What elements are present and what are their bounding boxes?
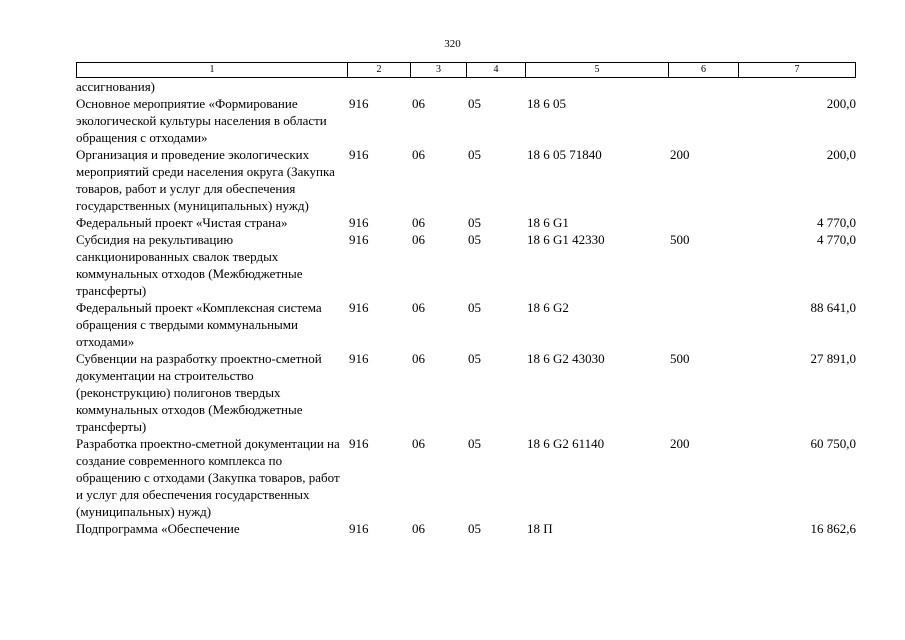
row-csr: 18 6 G1 — [527, 215, 569, 230]
row-ved: 916 — [349, 215, 369, 230]
header-col-7: 7 — [794, 64, 800, 75]
row-name: Организация и проведение экологических мероприятий среди населения округа (Закупка товаров, работ и услуг для обеспечения государственных (муниципальных) нужд) — [76, 147, 335, 213]
row-vr: 200 — [670, 436, 690, 451]
table-row — [76, 214, 856, 231]
row-pr: 05 — [468, 300, 481, 315]
row-rz: 06 — [412, 351, 425, 366]
row-sum: 88 641,0 — [810, 300, 856, 315]
row-rz: 06 — [412, 215, 425, 230]
table-row — [76, 520, 856, 537]
row-vr: 200 — [670, 147, 690, 162]
budget-table-body — [76, 78, 856, 537]
row-pr: 05 — [468, 215, 481, 230]
row-ved: 916 — [349, 436, 369, 451]
header-col-6: 6 — [669, 63, 739, 77]
row-ved: 916 — [349, 351, 369, 366]
row-pr: 05 — [468, 147, 481, 162]
table-row — [76, 231, 856, 299]
row-sum: 27 891,0 — [810, 351, 856, 366]
row-sum: 60 750,0 — [810, 436, 856, 451]
row-pr: 05 — [468, 351, 481, 366]
table-row — [76, 435, 856, 520]
row-csr: 18 6 05 — [527, 96, 566, 111]
table-header — [76, 62, 856, 78]
page-number: 320 — [444, 38, 461, 50]
row-sum: 16 862,6 — [810, 521, 856, 536]
row-name: Федеральный проект «Чистая страна» — [76, 215, 288, 230]
row-name: Федеральный проект «Комплексная система обращения с твердыми коммунальными отходами» — [76, 300, 322, 349]
table-row — [76, 299, 856, 350]
row-vr: 500 — [670, 351, 690, 366]
row-name: Основное мероприятие «Формирование экологической культуры населения в области обращения с отходами» — [76, 96, 327, 145]
row-csr: 18 6 05 71840 — [527, 147, 602, 162]
row-ved: 916 — [349, 300, 369, 315]
row-ved: 916 — [349, 147, 369, 162]
row-ved: 916 — [349, 232, 369, 247]
row-rz: 06 — [412, 96, 425, 111]
row-pr: 05 — [468, 96, 481, 111]
row-name: Подпрограмма «Обеспечение — [76, 521, 240, 536]
row-csr: 18 6 G1 42330 — [527, 232, 605, 247]
row-rz: 06 — [412, 232, 425, 247]
row-pr: 05 — [468, 436, 481, 451]
row-sum: 200,0 — [826, 147, 856, 162]
row-sum: 4 770,0 — [817, 232, 856, 247]
header-col-1: 1 — [77, 63, 348, 77]
row-name: Субвенции на разработку проектно-сметной документации на строительство (реконструкцию) полигонов твердых коммунальных отходов (Межбюджетные трансферты) — [76, 351, 322, 434]
row-rz: 06 — [412, 147, 425, 162]
row-csr: 18 6 G2 43030 — [527, 351, 605, 366]
row-ved: 916 — [349, 521, 369, 536]
row-rz: 06 — [412, 521, 425, 536]
row-ved: 916 — [349, 96, 369, 111]
row-rz: 06 — [412, 436, 425, 451]
header-col-2: 2 — [348, 63, 411, 77]
row-csr: 18 П — [527, 521, 553, 536]
header-col-4: 4 — [467, 63, 526, 77]
row-name: ассигнования) — [76, 79, 156, 94]
row-rz: 06 — [412, 300, 425, 315]
row-name: Разработка проектно-сметной документации на создание современного комплекса по обращению с отходами (Закупка товаров, работ и услуг для обеспечения государственных (муниципальных) нужд) — [76, 436, 340, 519]
row-sum: 4 770,0 — [817, 215, 856, 230]
row-sum: 200,0 — [826, 96, 856, 111]
row-csr: 18 6 G2 61140 — [527, 436, 605, 451]
table-row — [76, 350, 856, 435]
row-csr: 18 6 G2 — [527, 300, 569, 315]
header-col-3: 3 — [411, 63, 467, 77]
row-vr: 500 — [670, 232, 690, 247]
header-col-5: 5 — [526, 63, 669, 77]
table-row — [76, 95, 856, 146]
row-pr: 05 — [468, 232, 481, 247]
table-row — [76, 78, 856, 95]
row-pr: 05 — [468, 521, 481, 536]
row-name: Субсидия на рекультивацию санкционированных свалок твердых коммунальных отходов (Межбюджетные трансферты) — [76, 232, 303, 298]
table-row — [76, 146, 856, 214]
